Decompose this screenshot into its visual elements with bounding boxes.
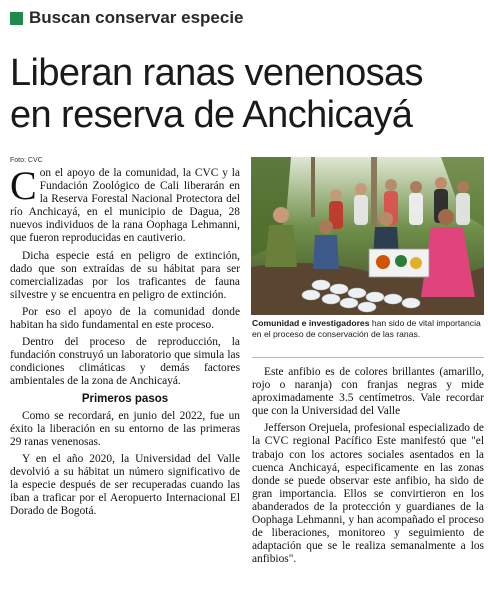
paragraph-1-text: on el apoyo de la comunidad, la CVC y la Fundación Zoológico de Cali liberarán en la Reserva Forestal Nacional Protectora del río Anchicayá, en el municipio de Dagua, 28 nuevos individuos de la rana Oophaga Lehmanni, que fueron reproducidas en cautiverio.	[10, 167, 240, 245]
article-column-left	[10, 163, 240, 522]
paragraph-2: Dicha especie está en peligro de extinción, dado que son extraídas de su hábitat para ser comercializadas por los traficantes de fauna silvestre y se encuentra en peligro de extinción.	[10, 249, 240, 301]
paragraph-5: Como se recordará, en junio del 2022, fue un éxito la liberación en su entorno de las primeras 29 ranas venenosas.	[10, 409, 240, 448]
article-column-right	[252, 366, 484, 570]
kicker-text: Buscan conservar especie	[29, 8, 244, 27]
kicker-square-icon	[10, 12, 23, 25]
caption-bold: Comunidad e investigadores	[252, 318, 370, 328]
caption-divider	[252, 357, 484, 358]
paragraph-8: Jefferson Orejuela, profesional especializado de la CVC regional Pacífico Este manifestó que "el trabajo con los actores sociales asentados en la cuenca Anchicayá, especificamente en las zonas donde se puede observar este anfibio, ha sido de gran importancia. Ellos se convirtieron en los abanderados de la protección y guardianes de la Oophaga Lehmanni, y han acompañado el proceso de liberaciones, monitoreo y seguimiento de adaptación que se le realiza semanalmente a los anfibios".	[252, 422, 484, 566]
paragraph-7: Este anfibio es de colores brillantes (amarillo, rojo o naranja) con franjas negras y mide aproximadamente 3.5 centímetros. Vale recordar que con la Universidad del Valle	[252, 366, 484, 418]
frogs-release-photo-icon	[251, 157, 484, 315]
photo-caption	[252, 318, 484, 339]
paragraph-1	[10, 163, 240, 246]
headline-line-1: Liberan ranas venenosas	[10, 52, 423, 94]
headline-line-2: en reserva de Anchicayá	[10, 94, 413, 136]
headline	[10, 52, 482, 136]
paragraph-4: Dentro del proceso de reproducción, la fundación construyó un laboratorio que simula las condiciones climáticas y demás factores ambientales de la zona de Anchicayá.	[10, 336, 240, 388]
article-photo	[251, 157, 484, 315]
paragraph-3: Por eso el apoyo de la comunidad donde habitan ha sido fundamental en este proceso.	[10, 305, 240, 332]
subheading: Primeros pasos	[81, 392, 169, 405]
photo-credit: Foto: CVC	[10, 157, 43, 164]
section-kicker	[10, 8, 244, 28]
caption-text: han sido de vital importancia en el proceso de conservación de las ranas.	[252, 318, 481, 339]
paragraph-6: Y en el año 2020, la Universidad del Valle devolvió a su hábitat un número significativo de la especie después de ser recuperadas cuando las iban a traficar por el Aeropuerto Internacional El Dorado de Bogotá.	[10, 452, 240, 518]
dropcap: C	[10, 163, 37, 208]
